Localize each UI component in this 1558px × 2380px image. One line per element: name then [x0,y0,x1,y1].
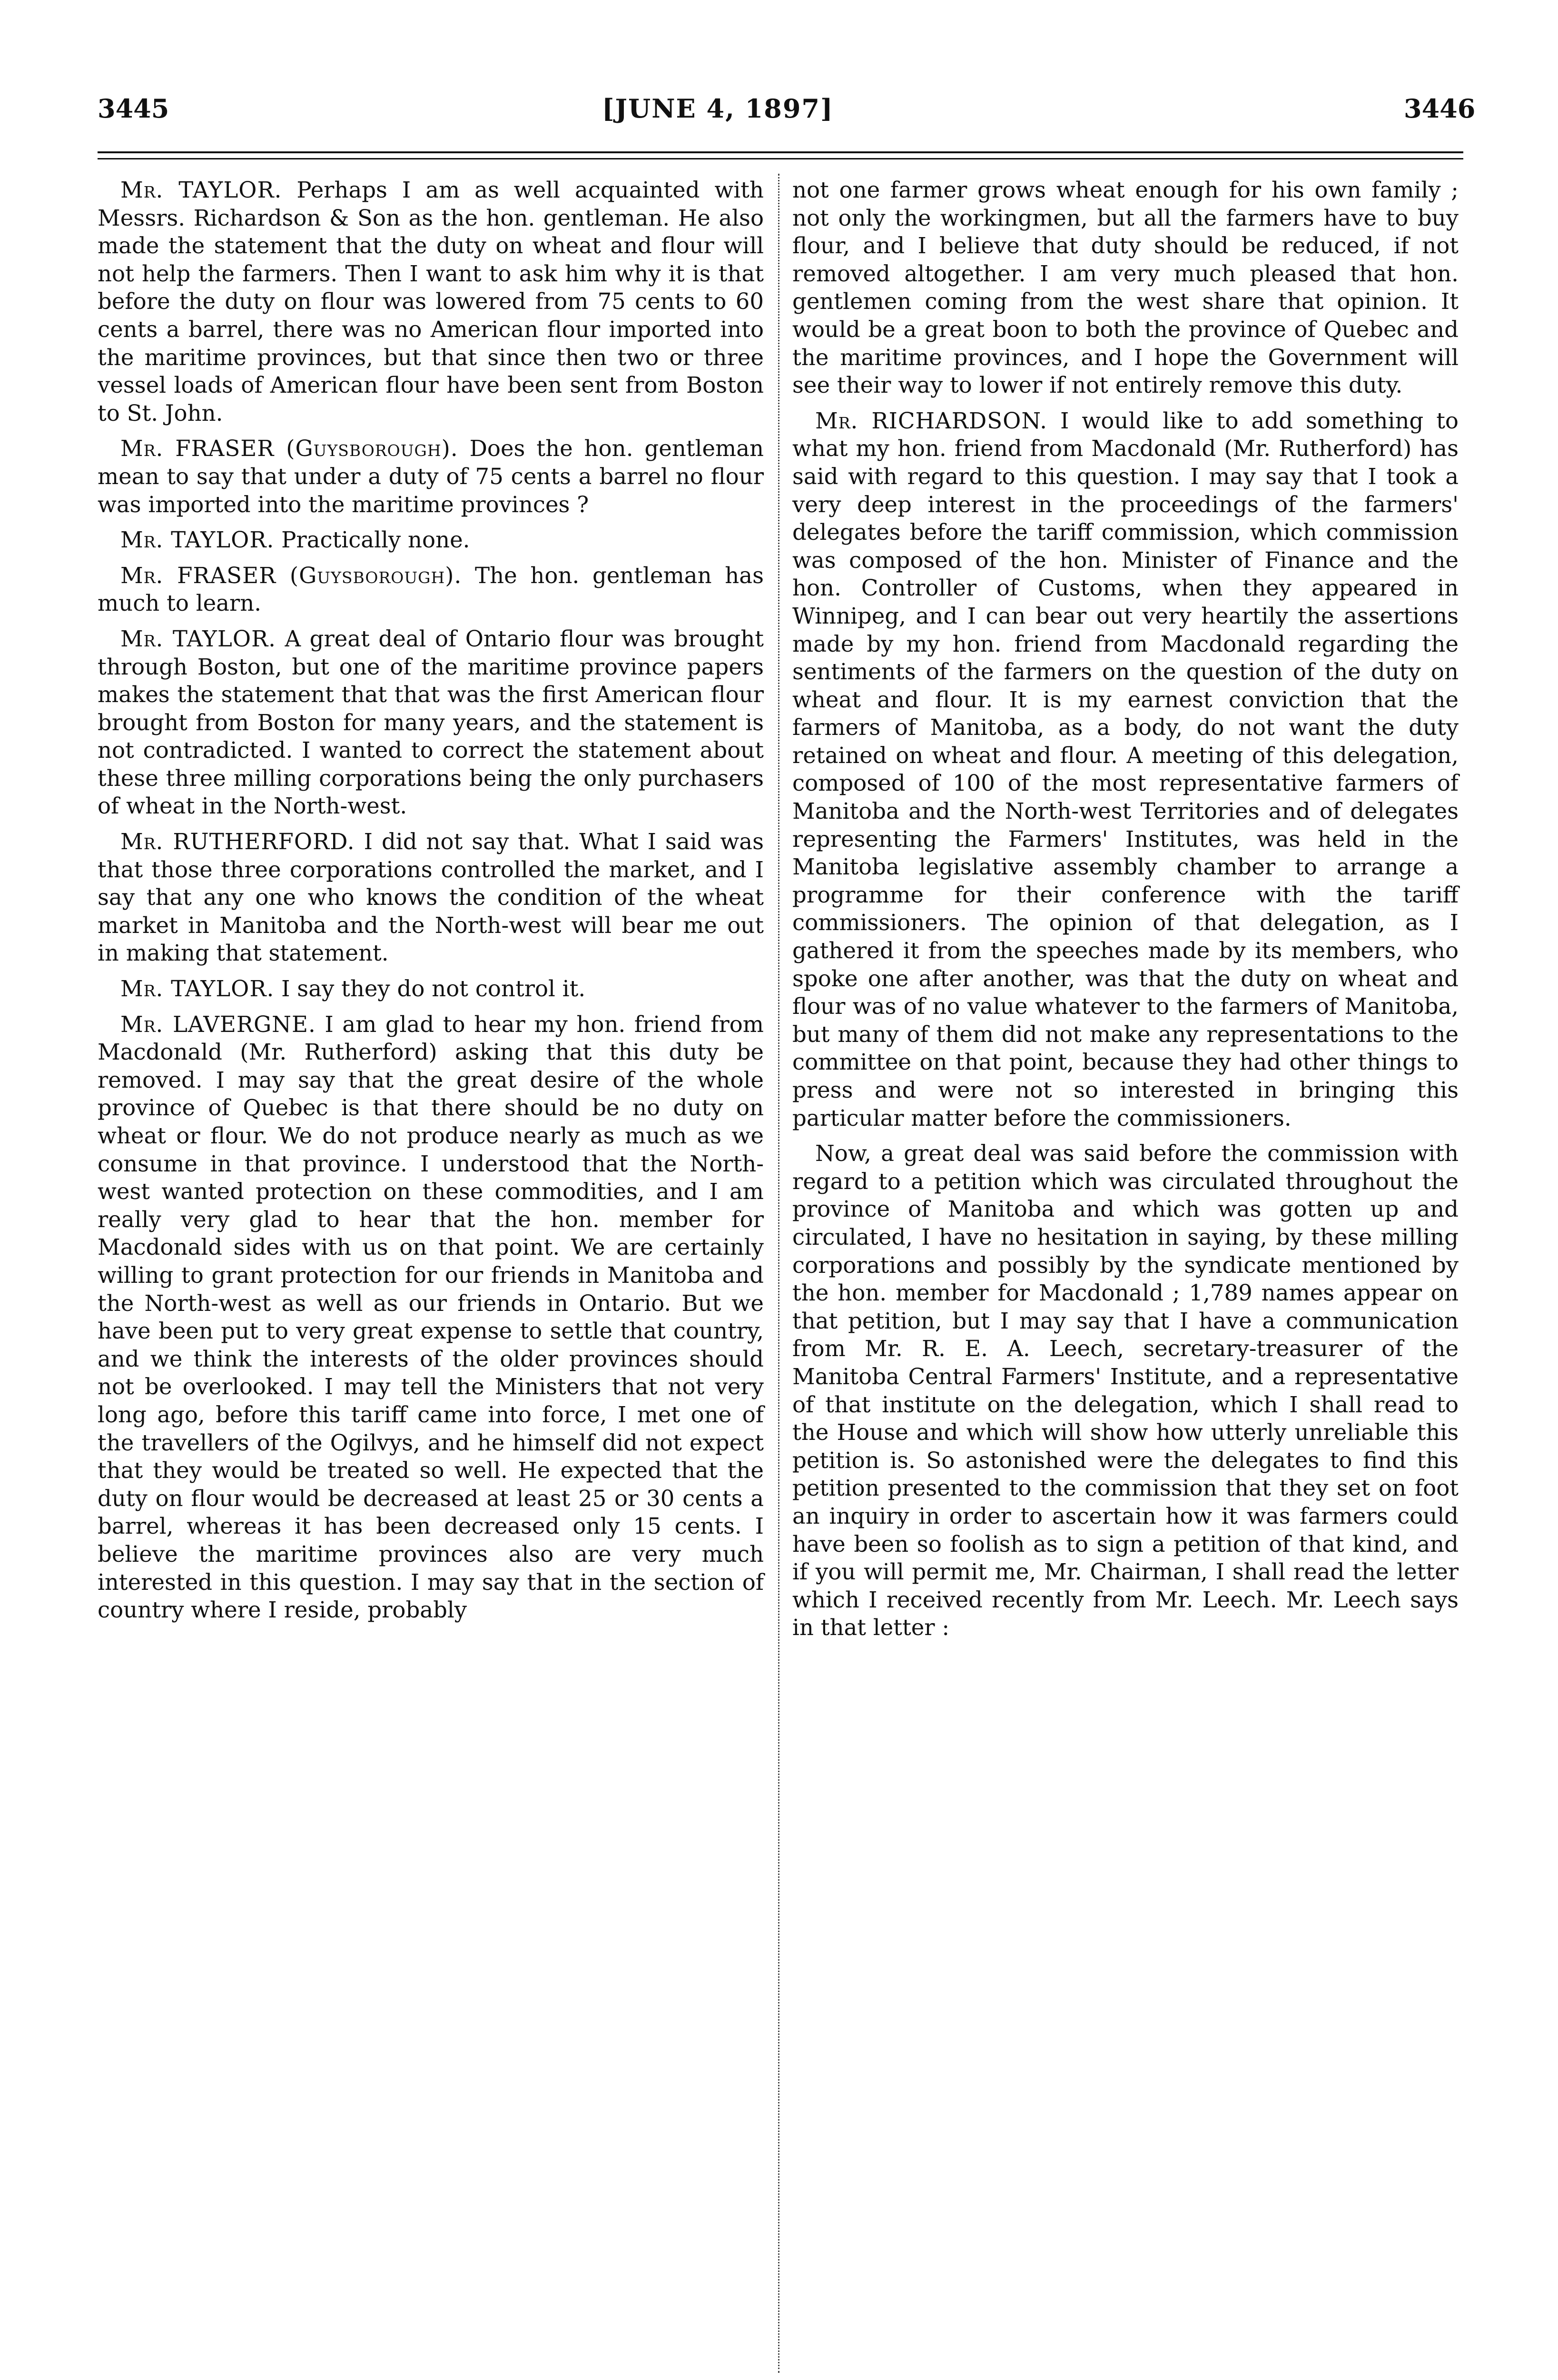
paragraph [792,1140,1459,1642]
left-column [98,176,764,1632]
speaker-name: Mr. RICHARDSON. [815,407,1047,434]
paragraph [98,1011,764,1624]
speaker-name: Mr. TAYLOR. [120,976,275,1002]
right-column [792,176,1459,1649]
speech-text: I would like to add something to what my hon. friend from Macdonald (Mr. Rutherford) has said with regard to this question. I may say that I took a very deep interest in the proceedings of the farmers' delegates before the tariff commission, which commission was composed of the hon. Minister of Finance and the hon. Controller of Customs, when they appeared in Winnipeg, and I can bear out very heartily the assertions made by my hon. friend from Macdonald regarding the sentiments of the farmers on the question of the duty on wheat and flour. It is my earnest conviction that the farmers of Manitoba, as a body, do not want the duty retained on wheat and flour. A meeting of this delegation, composed of 100 of the most representative farmers of Manitoba and the North-west Territories and of delegates representing the Farmers' Institutes, was held in the Manitoba legislative assembly chamber to arrange a programme for their conference with the tariff commissioners. The opinion of that delegation, as I gathered it from the speeches made by its members, who spoke one after another, was that the duty on wheat and flour was of no value whatever to the farmers of Manitoba, but many of them did not make any representations to the committee on that point, because they had other things to press and were not so interested in bringing this particular matter before the commissioners. [792,407,1459,1131]
header-rule-top [98,151,1463,153]
speaker-name: Mr. RUTHERFORD. [120,829,355,855]
speaker-name: Mr. TAYLOR. [120,527,275,553]
speech-text: I say they do not control it. [274,976,586,1002]
paragraph [98,176,764,427]
speaker-name: Mr. TAYLOR. [120,177,282,203]
paragraph [98,625,764,820]
speech-text: A great deal of Ontario flour was brought through Boston, but one of the maritime province papers makes the statement that that was the first American flour brought from Boston for many years, and the statement is not contradicted. I wanted to correct the statement about these three milling corporations being the only purchasers of wheat in the North-west. [98,625,764,819]
page-number-left: 3445 [98,93,169,124]
header-rule-bottom [98,158,1463,159]
speech-text: Does the hon. gentleman mean to say that under a duty of 75 cents a barrel no flour was imported into the maritime provinces ? [98,436,764,517]
speech-text: The hon. gentleman has much to learn. [98,562,764,616]
paragraph [98,562,764,617]
paragraph [98,828,764,967]
speech-text: I did not say that. What I said was that those three corporations controlled the market, and I say that any one who knows the condition of the wheat market in Manitoba and the North-west will bear me out in making that statement. [98,829,764,966]
speech-text: Perhaps I am as well acquainted with Messrs. Richardson & Son as the hon. gentleman. He also made the statement that the duty on wheat and flour will not help the farmers. Then I want to ask him why it is that before the duty on flour was lowered from 75 cents to 60 cents a barrel, there was no American flour imported into the maritime provinces, but that since then two or three vessel loads of American flour have been sent from Boston to St. John. [98,177,764,426]
speaker-name: Mr. LAVERGNE. [120,1011,316,1037]
speaker-name: Mr. TAYLOR. [120,625,276,652]
paragraph [792,407,1459,1132]
paragraph [98,975,764,1003]
speaker-name: Mr. FRASER (Guysborough). [120,562,462,588]
paragraph [98,526,764,554]
speech-text: Now, a great deal was said before the commission with regard to a petition which was circulated throughout the province of Manitoba and which was gotten up and circulated, I have no hesitation in saying, by these milling corporations and possibly by the syndicate mentioned by the hon. member for Macdonald ; 1,789 names appear on that petition, but I may say that I have a communication from Mr. R. E. A. Leech, secretary-treasurer of the Manitoba Central Farmers' Institute, and a representative of that institute on the delegation, which I shall read to the House and which will show how utterly unreliable this petition is. So astonished were the delegates to find this petition presented to the commission that they set on foot an inquiry in order to ascertain how it was farmers could have been so foolish as to sign a petition of that kind, and if you will permit me, Mr. Chairman, I shall read the letter which I received recently from Mr. Leech. Mr. Leech says in that letter : [792,1140,1459,1641]
page-header [0,0,1558,143]
speech-text: Practically none. [274,527,470,553]
speech-text: I am glad to hear my hon. friend from Macdonald (Mr. Rutherford) asking that this duty be removed. I may say that the great desire of the whole province of Quebec is that there should be no duty on wheat or flour. We do not produce nearly as much as we consume in that province. I understood that the North-west wanted protection on these commodities, and I am really very glad to hear that the hon. member for Macdonald sides with us on that point. We are certainly willing to grant protection for our friends in Manitoba and the North-west as well as our friends in Ontario. But we have been put to very great expense to settle that country, and we think the interests of the older provinces should not be overlooked. I may tell the Ministers that not very long ago, before this tariff came into force, I met one of the travellers of the Ogilvys, and he himself did not expect that they would be treated so well. He expected that the duty on flour would be decreased at least 25 or 30 cents a barrel, whereas it has been decreased only 15 cents. I believe the maritime provinces also are very much interested in this question. I may say that in the section of country where I reside, probably [98,1011,764,1623]
speaker-name: Mr. FRASER (Guysborough). [120,436,458,462]
column-divider [778,174,779,2373]
paragraph [792,176,1459,399]
paragraph [98,435,764,518]
speech-text: not one farmer grows wheat enough for his own family ; not only the workingmen, but all the farmers have to buy flour, and I believe that duty should be reduced, if not removed altogether. I am very much pleased that hon. gentlemen coming from the west share that opinion. It would be a great boon to both the province of Quebec and the maritime provinces, and I hope the Government will see their way to lower if not entirely remove this duty. [792,177,1459,398]
page-date: [JUNE 4, 1897] [602,93,834,124]
page-number-right: 3446 [1404,93,1476,124]
